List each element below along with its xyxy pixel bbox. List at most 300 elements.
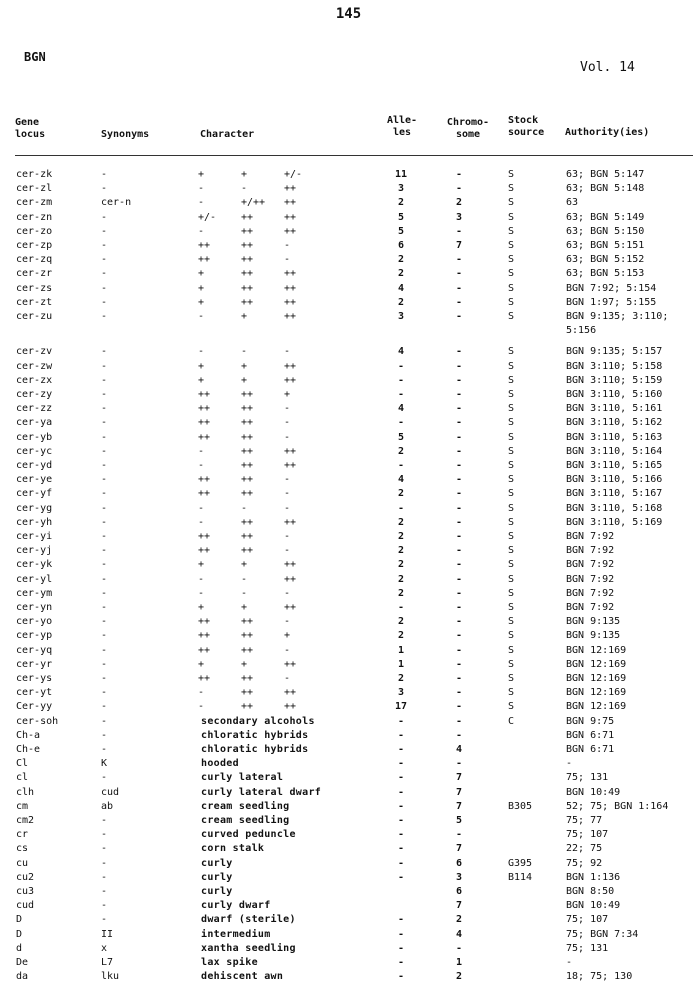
alleles-cell: 17 xyxy=(394,701,408,713)
stock-source-cell: S xyxy=(508,254,515,266)
synonym-cell: - xyxy=(101,225,108,237)
synonym-cell: - xyxy=(101,389,108,400)
table-row xyxy=(0,814,697,828)
character-cell: dehiscent awn xyxy=(201,971,284,983)
chromosome-cell: - xyxy=(455,715,463,727)
authority-cell: - xyxy=(566,758,573,770)
synonym-cell: K xyxy=(101,758,108,770)
character-cell: secondary alcohols xyxy=(201,715,315,727)
alleles-cell: - xyxy=(397,744,405,755)
gene-locus-cell: cer-yo xyxy=(16,616,53,628)
header-alleles: Alle- les xyxy=(386,115,418,138)
character-mark-1: ++ xyxy=(198,644,211,656)
stock-source-cell: S xyxy=(508,474,515,486)
character-mark-3: ++ xyxy=(284,360,297,372)
authority-cell: 75; 131 xyxy=(566,772,609,784)
chromosome-cell: 7 xyxy=(455,800,463,812)
character-cell: curly xyxy=(201,857,233,869)
chromosome-cell: - xyxy=(455,417,463,429)
character-cell: cream seedling xyxy=(201,800,290,812)
character-mark-2: ++ xyxy=(241,687,254,699)
table-row xyxy=(0,516,697,530)
stock-source-cell: S xyxy=(508,240,515,251)
gene-locus-cell: cer-yn xyxy=(16,602,53,613)
chromosome-cell: - xyxy=(455,687,463,699)
character-mark-3: ++ xyxy=(284,296,297,308)
gene-locus-cell: cer-yp xyxy=(16,630,53,642)
synonym-cell: - xyxy=(101,474,108,486)
alleles-cell: - xyxy=(397,502,405,514)
stock-source-cell: B305 xyxy=(508,800,533,812)
chromosome-cell: - xyxy=(455,474,463,486)
table-row xyxy=(0,267,697,281)
gene-locus-cell: cer-zy xyxy=(16,389,53,400)
alleles-cell: 1 xyxy=(397,644,405,656)
character-mark-3: ++ xyxy=(284,687,297,699)
authority-cell: 63; BGN 5:148 xyxy=(566,183,645,195)
stock-source-cell: S xyxy=(508,502,515,514)
character-mark-3: ++ xyxy=(284,197,297,209)
header-synonyms: Synonyms xyxy=(101,129,150,140)
stock-source-cell: S xyxy=(508,516,515,528)
chromosome-cell: - xyxy=(455,374,463,386)
chromosome-cell: - xyxy=(455,296,463,308)
authority-cell: BGN 3:110, 5:164 xyxy=(566,445,663,457)
gene-locus-cell: cer-zl xyxy=(16,183,53,195)
stock-source-cell: S xyxy=(508,183,515,195)
synonym-cell: - xyxy=(101,445,108,457)
character-mark-1: + xyxy=(198,296,205,308)
stock-source-cell: S xyxy=(508,488,515,500)
character-mark-1: ++ xyxy=(198,545,211,557)
character-mark-2: ++ xyxy=(241,403,254,415)
stock-source-cell: S xyxy=(508,658,515,670)
synonym-cell: x xyxy=(101,942,108,954)
stock-source-cell: S xyxy=(508,268,515,280)
authority-cell: BGN 7:92; 5:154 xyxy=(566,282,657,294)
table-row xyxy=(0,715,697,729)
stock-source-cell: S xyxy=(508,630,515,642)
stock-source-cell: S xyxy=(508,460,515,471)
table-row xyxy=(0,544,697,558)
alleles-cell: - xyxy=(397,928,405,940)
authority-cell: BGN 7:92 xyxy=(566,587,615,599)
character-mark-1: - xyxy=(198,197,205,209)
stock-source-cell: S xyxy=(508,197,515,209)
table-row xyxy=(0,942,697,956)
character-mark-3: + xyxy=(284,630,291,642)
stock-source-cell: S xyxy=(508,616,515,628)
chromosome-cell: 6 xyxy=(455,886,463,897)
character-mark-3: ++ xyxy=(284,211,297,223)
alleles-cell: 3 xyxy=(397,311,405,322)
character-mark-1: + xyxy=(198,559,205,571)
chromosome-cell: - xyxy=(455,942,463,954)
volume-label: Vol. 14 xyxy=(580,60,635,75)
chromosome-cell: - xyxy=(455,630,463,642)
authority-cell: BGN 10:49 xyxy=(566,786,621,798)
character-mark-1: ++ xyxy=(198,403,211,415)
synonym-cell: - xyxy=(101,169,108,180)
authority-cell: 63; BGN 5:152 xyxy=(566,254,645,266)
alleles-cell: - xyxy=(397,871,405,883)
chromosome-cell: - xyxy=(455,254,463,266)
table-row xyxy=(0,416,697,430)
stock-source-cell: S xyxy=(508,644,515,656)
table-row xyxy=(0,913,697,927)
alleles-cell: - xyxy=(397,389,405,400)
stock-source-cell: S xyxy=(508,417,515,429)
authority-cell: BGN 3:110; 5:159 xyxy=(566,374,663,386)
page-number: 145 xyxy=(335,6,362,22)
authority-cell: 75; 107 xyxy=(566,914,609,926)
chromosome-cell: 2 xyxy=(455,197,463,209)
authority-cell: 75; 131 xyxy=(566,942,609,954)
synonym-cell: - xyxy=(101,602,108,613)
character-mark-3: - xyxy=(284,346,291,358)
stock-source-cell: S xyxy=(508,431,515,443)
table-row xyxy=(0,431,697,445)
stock-source-cell: S xyxy=(508,602,515,613)
stock-source-cell: S xyxy=(508,346,515,358)
gene-locus-cell: da xyxy=(16,971,29,983)
gene-locus-cell: Cer-yy xyxy=(16,701,53,713)
table-row xyxy=(0,956,697,970)
alleles-cell: 3 xyxy=(397,687,405,699)
chromosome-cell: - xyxy=(455,346,463,358)
character-mark-3: ++ xyxy=(284,573,297,585)
character-mark-1: +/- xyxy=(198,211,217,223)
synonym-cell: lku xyxy=(101,971,120,983)
synonym-cell: - xyxy=(101,871,108,883)
alleles-cell: - xyxy=(397,800,405,812)
character-mark-2: + xyxy=(241,658,248,670)
character-mark-1: - xyxy=(198,573,205,585)
character-mark-2: ++ xyxy=(241,211,254,223)
authority-cell: BGN 7:92 xyxy=(566,531,615,542)
gene-locus-cell: cm2 xyxy=(16,815,35,826)
authority-cell: BGN 12:169 xyxy=(566,687,627,699)
synonym-cell: - xyxy=(101,268,108,280)
gene-locus-cell: cm xyxy=(16,800,29,812)
alleles-cell: 2 xyxy=(397,488,405,500)
gene-locus-cell: cer-zo xyxy=(16,225,53,237)
chromosome-cell: - xyxy=(455,545,463,557)
gene-locus-cell: cer-yc xyxy=(16,445,53,457)
synonym-cell: - xyxy=(101,587,108,599)
gene-locus-cell: Cl xyxy=(16,758,29,770)
synonym-cell: - xyxy=(101,900,108,912)
authority-cell: BGN 8:50 xyxy=(566,886,615,897)
stock-source-cell: S xyxy=(508,282,515,294)
gene-locus-cell: cer-ya xyxy=(16,417,53,429)
table-row xyxy=(0,928,697,942)
alleles-cell: 2 xyxy=(397,197,405,209)
character-cell: hooded xyxy=(201,758,239,770)
stock-source-cell: S xyxy=(508,545,515,557)
chromosome-cell: - xyxy=(455,673,463,684)
character-mark-3: - xyxy=(284,417,291,429)
chromosome-cell: - xyxy=(455,573,463,585)
gene-locus-cell: cer-soh xyxy=(16,715,59,727)
alleles-cell: 2 xyxy=(397,587,405,599)
synonym-cell: - xyxy=(101,211,108,223)
authority-cell: BGN 12:169 xyxy=(566,673,627,684)
chromosome-cell: 4 xyxy=(455,928,463,940)
alleles-cell: 11 xyxy=(394,169,408,180)
synonym-cell: - xyxy=(101,374,108,386)
synonym-cell: - xyxy=(101,673,108,684)
alleles-cell: 4 xyxy=(397,282,405,294)
gene-locus-cell: clh xyxy=(16,786,35,798)
character-cell: curly xyxy=(201,886,233,897)
authority-cell: 5:156 xyxy=(566,325,597,337)
character-mark-2: + xyxy=(241,559,248,571)
character-mark-2: ++ xyxy=(241,445,254,457)
character-mark-2: ++ xyxy=(241,431,254,443)
authority-cell: BGN 12:169 xyxy=(566,701,627,713)
synonym-cell: - xyxy=(101,502,108,514)
character-mark-1: + xyxy=(198,602,205,613)
journal-name: BGN xyxy=(24,50,46,64)
table-row xyxy=(0,686,697,700)
gene-locus-cell: cer-zu xyxy=(16,311,53,322)
character-mark-3: - xyxy=(284,616,291,628)
alleles-cell: 6 xyxy=(397,240,405,251)
chromosome-cell: - xyxy=(455,602,463,613)
chromosome-cell: 2 xyxy=(455,914,463,926)
alleles-cell: - xyxy=(397,942,405,954)
chromosome-cell: - xyxy=(455,403,463,415)
gene-locus-cell: cer-yl xyxy=(16,573,53,585)
stock-source-cell: S xyxy=(508,445,515,457)
stock-source-cell: S xyxy=(508,374,515,386)
alleles-cell: 2 xyxy=(397,573,405,585)
character-mark-2: ++ xyxy=(241,282,254,294)
chromosome-cell: 1 xyxy=(455,957,463,968)
character-mark-3: - xyxy=(284,431,291,443)
stock-source-cell: C xyxy=(508,715,515,727)
synonym-cell: - xyxy=(101,616,108,628)
character-mark-3: ++ xyxy=(284,701,297,713)
table-row xyxy=(0,700,697,714)
synonym-cell: - xyxy=(101,403,108,415)
table-row xyxy=(0,473,697,487)
character-mark-3: - xyxy=(284,254,291,266)
authority-cell: 18; 75; 130 xyxy=(566,971,633,983)
header-chromosome: Chromo- some xyxy=(446,117,490,140)
authority-cell: 63; BGN 5:149 xyxy=(566,211,645,223)
chromosome-cell: - xyxy=(455,183,463,195)
synonym-cell: ab xyxy=(101,800,114,812)
synonym-cell: II xyxy=(101,928,114,940)
authority-cell: BGN 3:110, 5:167 xyxy=(566,488,663,500)
character-mark-3: - xyxy=(284,531,291,542)
table-row xyxy=(0,296,697,310)
character-mark-1: + xyxy=(198,360,205,372)
character-mark-3: ++ xyxy=(284,225,297,237)
chromosome-cell: 7 xyxy=(455,772,463,784)
gene-locus-cell: cs xyxy=(16,843,29,855)
stock-source-cell: S xyxy=(508,311,515,322)
character-mark-1: - xyxy=(198,587,205,599)
table-row xyxy=(0,502,697,516)
character-mark-3: - xyxy=(284,673,291,684)
header-character: Character xyxy=(200,129,255,140)
alleles-cell: - xyxy=(397,829,405,841)
synonym-cell: - xyxy=(101,573,108,585)
gene-locus-cell: cer-zt xyxy=(16,296,53,308)
character-cell: curly xyxy=(201,871,233,883)
gene-locus-cell: cer-zp xyxy=(16,240,53,251)
chromosome-cell: 2 xyxy=(455,971,463,983)
authority-cell: 22; 75 xyxy=(566,843,603,855)
gene-locus-cell: cu2 xyxy=(16,871,35,883)
stock-source-cell: S xyxy=(508,360,515,372)
gene-locus-cell: cer-zx xyxy=(16,374,53,386)
chromosome-cell: - xyxy=(455,701,463,713)
character-mark-2: + xyxy=(241,311,248,322)
alleles-cell: 2 xyxy=(397,545,405,557)
alleles-cell: - xyxy=(397,957,405,968)
table-row xyxy=(0,899,697,913)
character-mark-2: ++ xyxy=(241,389,254,400)
authority-cell: BGN 6:71 xyxy=(566,729,615,741)
authority-cell: BGN 9:135; 3:110; xyxy=(566,311,669,322)
synonym-cell: cud xyxy=(101,786,120,798)
gene-locus-cell: cer-ym xyxy=(16,587,53,599)
stock-source-cell: S xyxy=(508,169,515,180)
stock-source-cell: S xyxy=(508,687,515,699)
table-row xyxy=(0,629,697,643)
character-mark-1: - xyxy=(198,460,205,471)
authority-cell: BGN 7:92 xyxy=(566,602,615,613)
authority-cell: BGN 12:169 xyxy=(566,658,627,670)
character-cell: lax spike xyxy=(201,957,258,968)
gene-locus-cell: cer-yq xyxy=(16,644,53,656)
synonym-cell: - xyxy=(101,829,108,841)
synonym-cell: - xyxy=(101,460,108,471)
alleles-cell: - xyxy=(397,843,405,855)
table-row xyxy=(0,601,697,615)
authority-cell: 75; 107 xyxy=(566,829,609,841)
chromosome-cell: - xyxy=(455,169,463,180)
chromosome-cell: - xyxy=(455,460,463,471)
stock-source-cell: S xyxy=(508,211,515,223)
chromosome-cell: - xyxy=(455,431,463,443)
authority-cell: BGN 3:110, 5:161 xyxy=(566,403,663,415)
gene-locus-cell: cer-yk xyxy=(16,559,53,571)
authority-cell: BGN 10:49 xyxy=(566,900,621,912)
gene-locus-cell: Ch-a xyxy=(16,729,41,741)
character-mark-1: - xyxy=(198,516,205,528)
synonym-cell: - xyxy=(101,346,108,358)
authority-cell: 63; BGN 5:151 xyxy=(566,240,645,251)
gene-locus-cell: cer-yh xyxy=(16,516,53,528)
table-row xyxy=(0,800,697,814)
chromosome-cell: - xyxy=(455,445,463,457)
authority-cell: BGN 3:110, 5:169 xyxy=(566,516,663,528)
character-mark-1: ++ xyxy=(198,673,211,684)
gene-locus-cell: cer-zk xyxy=(16,169,53,180)
alleles-cell: - xyxy=(397,815,405,826)
character-cell: intermedium xyxy=(201,928,271,940)
alleles-cell: 5 xyxy=(397,211,405,223)
stock-source-cell: S xyxy=(508,559,515,571)
character-cell: chloratic hybrids xyxy=(201,729,309,741)
table-row xyxy=(0,658,697,672)
table-row xyxy=(0,771,697,785)
character-mark-3: ++ xyxy=(284,311,297,322)
character-mark-2: ++ xyxy=(241,488,254,500)
character-mark-3: ++ xyxy=(284,658,297,670)
authority-cell: BGN 12:169 xyxy=(566,644,627,656)
authority-cell: BGN 9:135 xyxy=(566,616,621,628)
authority-cell: 75; 77 xyxy=(566,815,603,826)
character-mark-1: + xyxy=(198,282,205,294)
character-mark-3: ++ xyxy=(284,374,297,386)
authority-cell: BGN 1:136 xyxy=(566,871,621,883)
table-row xyxy=(0,360,697,374)
character-mark-1: ++ xyxy=(198,389,211,400)
gene-locus-cell: cl xyxy=(16,772,29,784)
gene-locus-cell: cer-yg xyxy=(16,502,53,514)
alleles-cell: 2 xyxy=(397,516,405,528)
chromosome-cell: 7 xyxy=(455,843,463,855)
stock-source-cell: S xyxy=(508,403,515,415)
character-mark-3: ++ xyxy=(284,282,297,294)
chromosome-cell: 7 xyxy=(455,240,463,251)
stock-source-cell: B114 xyxy=(508,871,533,883)
table-row xyxy=(0,239,697,253)
alleles-cell: - xyxy=(397,417,405,429)
header-stock-source: Stock source xyxy=(508,115,545,138)
authority-cell: 63; BGN 5:150 xyxy=(566,225,645,237)
table-row xyxy=(0,182,697,196)
synonym-cell: - xyxy=(101,886,108,897)
chromosome-cell: - xyxy=(455,616,463,628)
stock-source-cell: S xyxy=(508,673,515,684)
character-mark-1: ++ xyxy=(198,254,211,266)
alleles-cell: - xyxy=(397,758,405,770)
table-row xyxy=(0,225,697,239)
table-row xyxy=(0,168,697,182)
synonym-cell: - xyxy=(101,658,108,670)
character-mark-2: + xyxy=(241,360,248,372)
table-row xyxy=(0,253,697,267)
alleles-cell: - xyxy=(397,715,405,727)
synonym-cell: - xyxy=(101,701,108,713)
authority-cell: 63; BGN 5:153 xyxy=(566,268,645,280)
authority-cell: BGN 3:110, 5:163 xyxy=(566,431,663,443)
synonym-cell: - xyxy=(101,545,108,557)
alleles-cell: 2 xyxy=(397,559,405,571)
gene-locus-cell: cer-zw xyxy=(16,360,53,372)
character-mark-3: +/- xyxy=(284,169,303,180)
gene-locus-cell: De xyxy=(16,957,29,968)
character-mark-3: ++ xyxy=(284,559,297,571)
gene-locus-cell: cer-yt xyxy=(16,687,53,699)
table-row xyxy=(0,402,697,416)
synonym-cell: - xyxy=(101,296,108,308)
chromosome-cell: - xyxy=(455,829,463,841)
character-mark-1: - xyxy=(198,687,205,699)
table-row xyxy=(0,310,697,324)
alleles-cell: 2 xyxy=(397,296,405,308)
gene-locus-cell: cu3 xyxy=(16,886,35,897)
character-mark-1: ++ xyxy=(198,630,211,642)
stock-source-cell: G395 xyxy=(508,857,533,869)
